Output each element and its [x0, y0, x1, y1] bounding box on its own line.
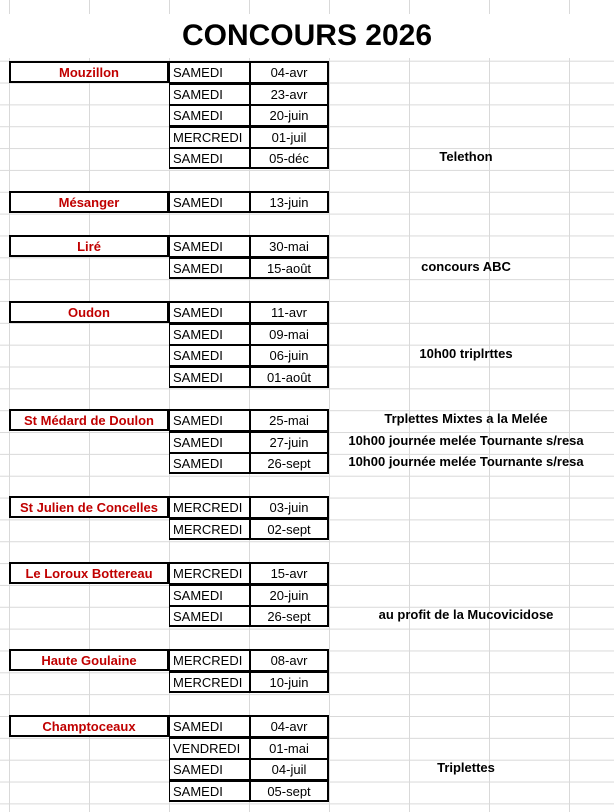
event-note: concours ABC	[421, 259, 511, 274]
day-cell: SAMEDI	[169, 431, 250, 453]
day-cell: VENDREDI	[169, 737, 250, 759]
day-cell: SAMEDI	[169, 235, 250, 257]
day-cell: MERCREDI	[169, 671, 250, 693]
club-name: St Julien de Concelles	[9, 496, 169, 518]
club-name: Mésanger	[9, 191, 169, 213]
date-cell: 27-juin	[250, 431, 329, 453]
event-note: au profit de la Mucovicidose	[378, 607, 554, 622]
date-cell: 01-juil	[250, 126, 329, 148]
date-cell: 25-mai	[250, 409, 329, 431]
club-name: Liré	[9, 235, 169, 257]
club-name: Mouzillon	[9, 61, 169, 83]
event-note: 10h00 journée melée Tournante s/resa	[348, 433, 584, 448]
date-cell: 05-déc	[250, 147, 329, 169]
club-name: Le Loroux Bottereau	[9, 562, 169, 584]
day-cell: SAMEDI	[169, 780, 250, 802]
date-cell: 23-avr	[250, 83, 329, 105]
date-cell: 26-sept	[250, 605, 329, 627]
day-cell: SAMEDI	[169, 344, 250, 366]
event-note: Trplettes Mixtes a la Melée	[384, 411, 548, 426]
day-cell: SAMEDI	[169, 584, 250, 606]
club-name: St Médard de Doulon	[9, 409, 169, 431]
date-cell: 04-avr	[250, 61, 329, 83]
day-cell: MERCREDI	[169, 126, 250, 148]
day-cell: MERCREDI	[169, 649, 250, 671]
event-note: 10h00 triplrttes	[419, 346, 513, 361]
date-cell: 11-avr	[250, 301, 329, 323]
date-cell: 01-mai	[250, 737, 329, 759]
day-cell: SAMEDI	[169, 452, 250, 474]
date-cell: 04-juil	[250, 758, 329, 780]
date-cell: 10-juin	[250, 671, 329, 693]
day-cell: SAMEDI	[169, 409, 250, 431]
page-title: CONCOURS 2026	[0, 14, 614, 58]
day-cell: SAMEDI	[169, 104, 250, 126]
day-cell: SAMEDI	[169, 323, 250, 345]
day-cell: SAMEDI	[169, 83, 250, 105]
date-cell: 15-août	[250, 257, 329, 279]
day-cell: SAMEDI	[169, 715, 250, 737]
day-cell: SAMEDI	[169, 605, 250, 627]
event-note: Telethon	[439, 149, 493, 164]
day-cell: SAMEDI	[169, 147, 250, 169]
event-note: Triplettes	[437, 760, 495, 775]
date-cell: 08-avr	[250, 649, 329, 671]
date-cell: 01-août	[250, 366, 329, 388]
day-cell: SAMEDI	[169, 758, 250, 780]
day-cell: SAMEDI	[169, 301, 250, 323]
date-cell: 20-juin	[250, 104, 329, 126]
club-name: Oudon	[9, 301, 169, 323]
date-cell: 05-sept	[250, 780, 329, 802]
date-cell: 04-avr	[250, 715, 329, 737]
event-note: 10h00 journée melée Tournante s/resa	[348, 454, 584, 469]
club-name: Champtoceaux	[9, 715, 169, 737]
day-cell: SAMEDI	[169, 191, 250, 213]
date-cell: 26-sept	[250, 452, 329, 474]
day-cell: MERCREDI	[169, 518, 250, 540]
date-cell: 15-avr	[250, 562, 329, 584]
date-cell: 06-juin	[250, 344, 329, 366]
day-cell: MERCREDI	[169, 496, 250, 518]
club-name: Haute Goulaine	[9, 649, 169, 671]
date-cell: 09-mai	[250, 323, 329, 345]
day-cell: MERCREDI	[169, 562, 250, 584]
day-cell: SAMEDI	[169, 257, 250, 279]
date-cell: 20-juin	[250, 584, 329, 606]
day-cell: SAMEDI	[169, 61, 250, 83]
date-cell: 03-juin	[250, 496, 329, 518]
date-cell: 30-mai	[250, 235, 329, 257]
day-cell: SAMEDI	[169, 366, 250, 388]
date-cell: 02-sept	[250, 518, 329, 540]
date-cell: 13-juin	[250, 191, 329, 213]
